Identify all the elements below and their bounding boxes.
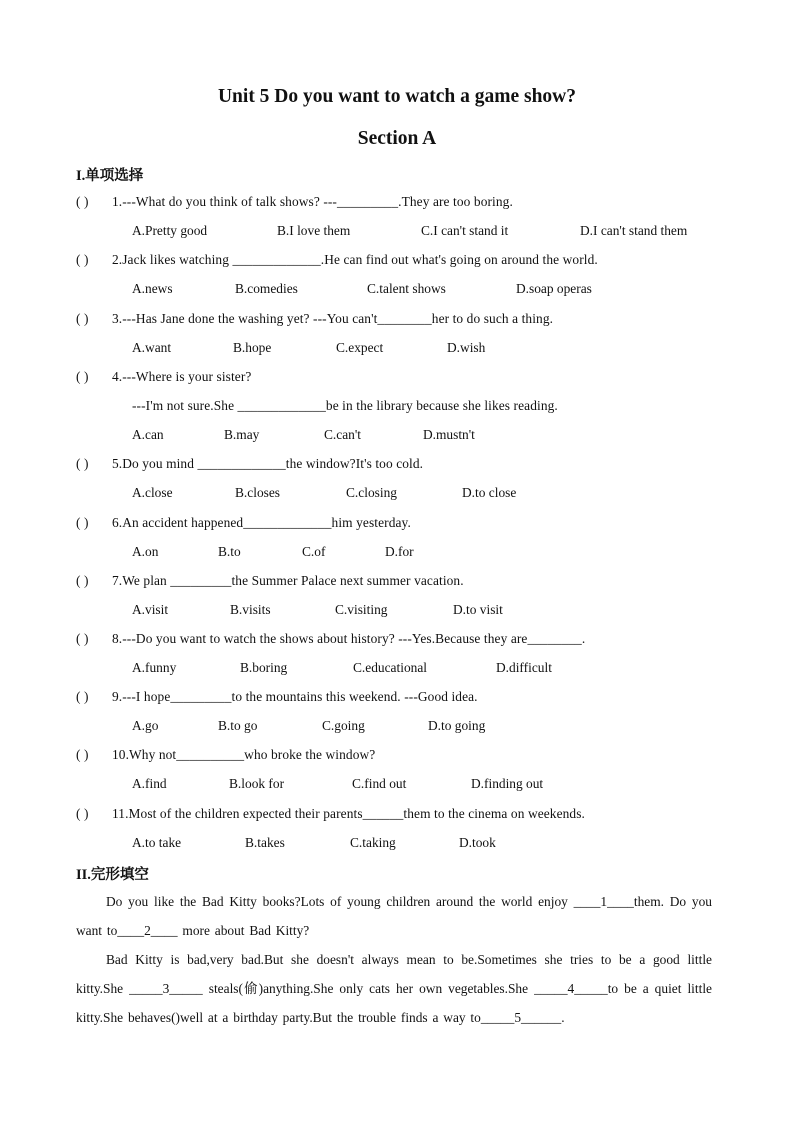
option-B[interactable]: B.hope (233, 340, 272, 355)
answer-bracket[interactable]: ( ) (76, 515, 89, 530)
question-stem: 8.---Do you want to watch the shows about history? ---Yes.Because they are________. (112, 631, 586, 646)
answer-bracket[interactable]: ( ) (76, 456, 89, 471)
question-10-stem-line (76, 747, 375, 763)
option-A[interactable]: A.on (132, 544, 159, 559)
option-A[interactable]: A.want (132, 340, 172, 355)
question-stem: 7.We plan _________the Summer Palace next summer vacation. (112, 573, 464, 588)
question-4-stem-line (76, 369, 251, 385)
option-D[interactable]: D.to close (462, 485, 517, 500)
question-stem: 11.Most of the children expected their parents______them to the cinema on weekends. (112, 806, 585, 821)
option-A[interactable]: A.find (132, 776, 167, 791)
question-6-stem-line (76, 515, 411, 531)
option-B[interactable]: B.to (218, 544, 241, 559)
option-C[interactable]: C.closing (346, 485, 397, 500)
answer-bracket[interactable]: ( ) (76, 689, 89, 704)
option-A[interactable]: A.close (132, 485, 173, 500)
option-A[interactable]: A.funny (132, 660, 177, 675)
question-stem: 2.Jack likes watching _____________.He can find out what's going on around the world. (112, 252, 598, 267)
option-D[interactable]: D.finding out (471, 776, 544, 791)
question-stem: 6.An accident happened_____________him yesterday. (112, 515, 411, 530)
cloze-paragraph-2: Bad Kitty is bad,very bad.But she doesn't always mean to be.Sometimes she tries to be a good little kitty.She _____3_____ steals(偷)anything.She only cats her own vegetables.She _____4_____to be a quiet little kitty.She behaves()well at a birthday party.But the trouble finds a way to_____5______. (76, 952, 712, 1025)
question-stem: 5.Do you mind _____________the window?It's too cold. (112, 456, 424, 471)
option-A[interactable]: A.Pretty good (132, 223, 208, 238)
option-B[interactable]: B.comedies (235, 281, 298, 296)
option-A[interactable]: A.to take (132, 835, 182, 850)
page-title: Unit 5 Do you want to watch a game show? (217, 86, 577, 107)
option-B[interactable]: B.I love them (277, 223, 351, 238)
question-stem: 9.---I hope_________to the mountains this weekend. ---Good idea. (112, 689, 478, 704)
question-7-stem-line (76, 573, 464, 589)
option-D[interactable]: D.difficult (496, 660, 552, 675)
option-C[interactable]: C.find out (352, 776, 407, 791)
option-C[interactable]: C.expect (336, 340, 384, 355)
option-C[interactable]: C.can't (324, 427, 361, 442)
option-A[interactable]: A.go (132, 718, 159, 733)
answer-bracket[interactable]: ( ) (76, 631, 89, 646)
option-B[interactable]: B.closes (235, 485, 281, 500)
option-B[interactable]: B.takes (245, 835, 285, 850)
option-A[interactable]: A.news (132, 281, 173, 296)
question-stem: 10.Why not__________who broke the window? (112, 747, 376, 762)
option-C[interactable]: C.of (302, 544, 326, 559)
option-D[interactable]: D.soap operas (516, 281, 592, 296)
option-B[interactable]: B.may (224, 427, 260, 442)
option-C[interactable]: C.going (322, 718, 365, 733)
option-A[interactable]: A.can (132, 427, 164, 442)
option-C[interactable]: C.educational (353, 660, 427, 675)
option-B[interactable]: B.look for (229, 776, 285, 791)
option-C[interactable]: C.talent shows (367, 281, 446, 296)
option-D[interactable]: D.for (385, 544, 414, 559)
option-B[interactable]: B.visits (230, 602, 271, 617)
option-D[interactable]: D.mustn't (423, 427, 475, 442)
option-C[interactable]: C.taking (350, 835, 396, 850)
option-A[interactable]: A.visit (132, 602, 169, 617)
question-stem: 3.---Has Jane done the washing yet? ---You can't________her to do such a thing. (112, 311, 554, 326)
cloze-paragraph-1: Do you like the Bad Kitty books?Lots of young children around the world enjoy ____1____them. Do you want to____2____ more about Bad Kitty? (76, 894, 712, 938)
answer-bracket[interactable]: ( ) (76, 194, 89, 209)
section-heading-multiple-choice: I.单项选择 (76, 168, 144, 184)
question-1-stem-line (76, 194, 513, 210)
answer-bracket[interactable]: ( ) (76, 747, 89, 762)
option-C[interactable]: C.visiting (335, 602, 388, 617)
option-B[interactable]: B.boring (240, 660, 288, 675)
question-9-stem-line (76, 689, 478, 705)
question-stem: 4.---Where is your sister? (112, 369, 252, 384)
section-subtitle: Section A (357, 128, 437, 149)
option-D[interactable]: D.wish (447, 340, 486, 355)
question-11-stem-line (76, 806, 585, 822)
section-heading-cloze: II.完形填空 (76, 867, 149, 883)
option-B[interactable]: B.to go (218, 718, 258, 733)
question-8-stem-line (76, 631, 585, 647)
option-D[interactable]: D.to visit (453, 602, 503, 617)
answer-bracket[interactable]: ( ) (76, 369, 89, 384)
option-D[interactable]: D.to going (428, 718, 486, 733)
question-2-stem-line (76, 252, 598, 268)
answer-bracket[interactable]: ( ) (76, 252, 89, 267)
answer-bracket[interactable]: ( ) (76, 806, 89, 821)
question-3-stem-line (76, 311, 553, 327)
option-D[interactable]: D.took (459, 835, 496, 850)
answer-bracket[interactable]: ( ) (76, 311, 89, 326)
option-D[interactable]: D.I can't stand them (580, 223, 688, 238)
question-stem: 1.---What do you think of talk shows? ---_________.They are too boring. (112, 194, 513, 209)
question-5-stem-line (76, 456, 423, 472)
option-C[interactable]: C.I can't stand it (421, 223, 509, 238)
answer-bracket[interactable]: ( ) (76, 573, 89, 588)
question-4-stem-line-2: ---I'm not sure.She _____________be in the library because she likes reading. (132, 398, 558, 413)
